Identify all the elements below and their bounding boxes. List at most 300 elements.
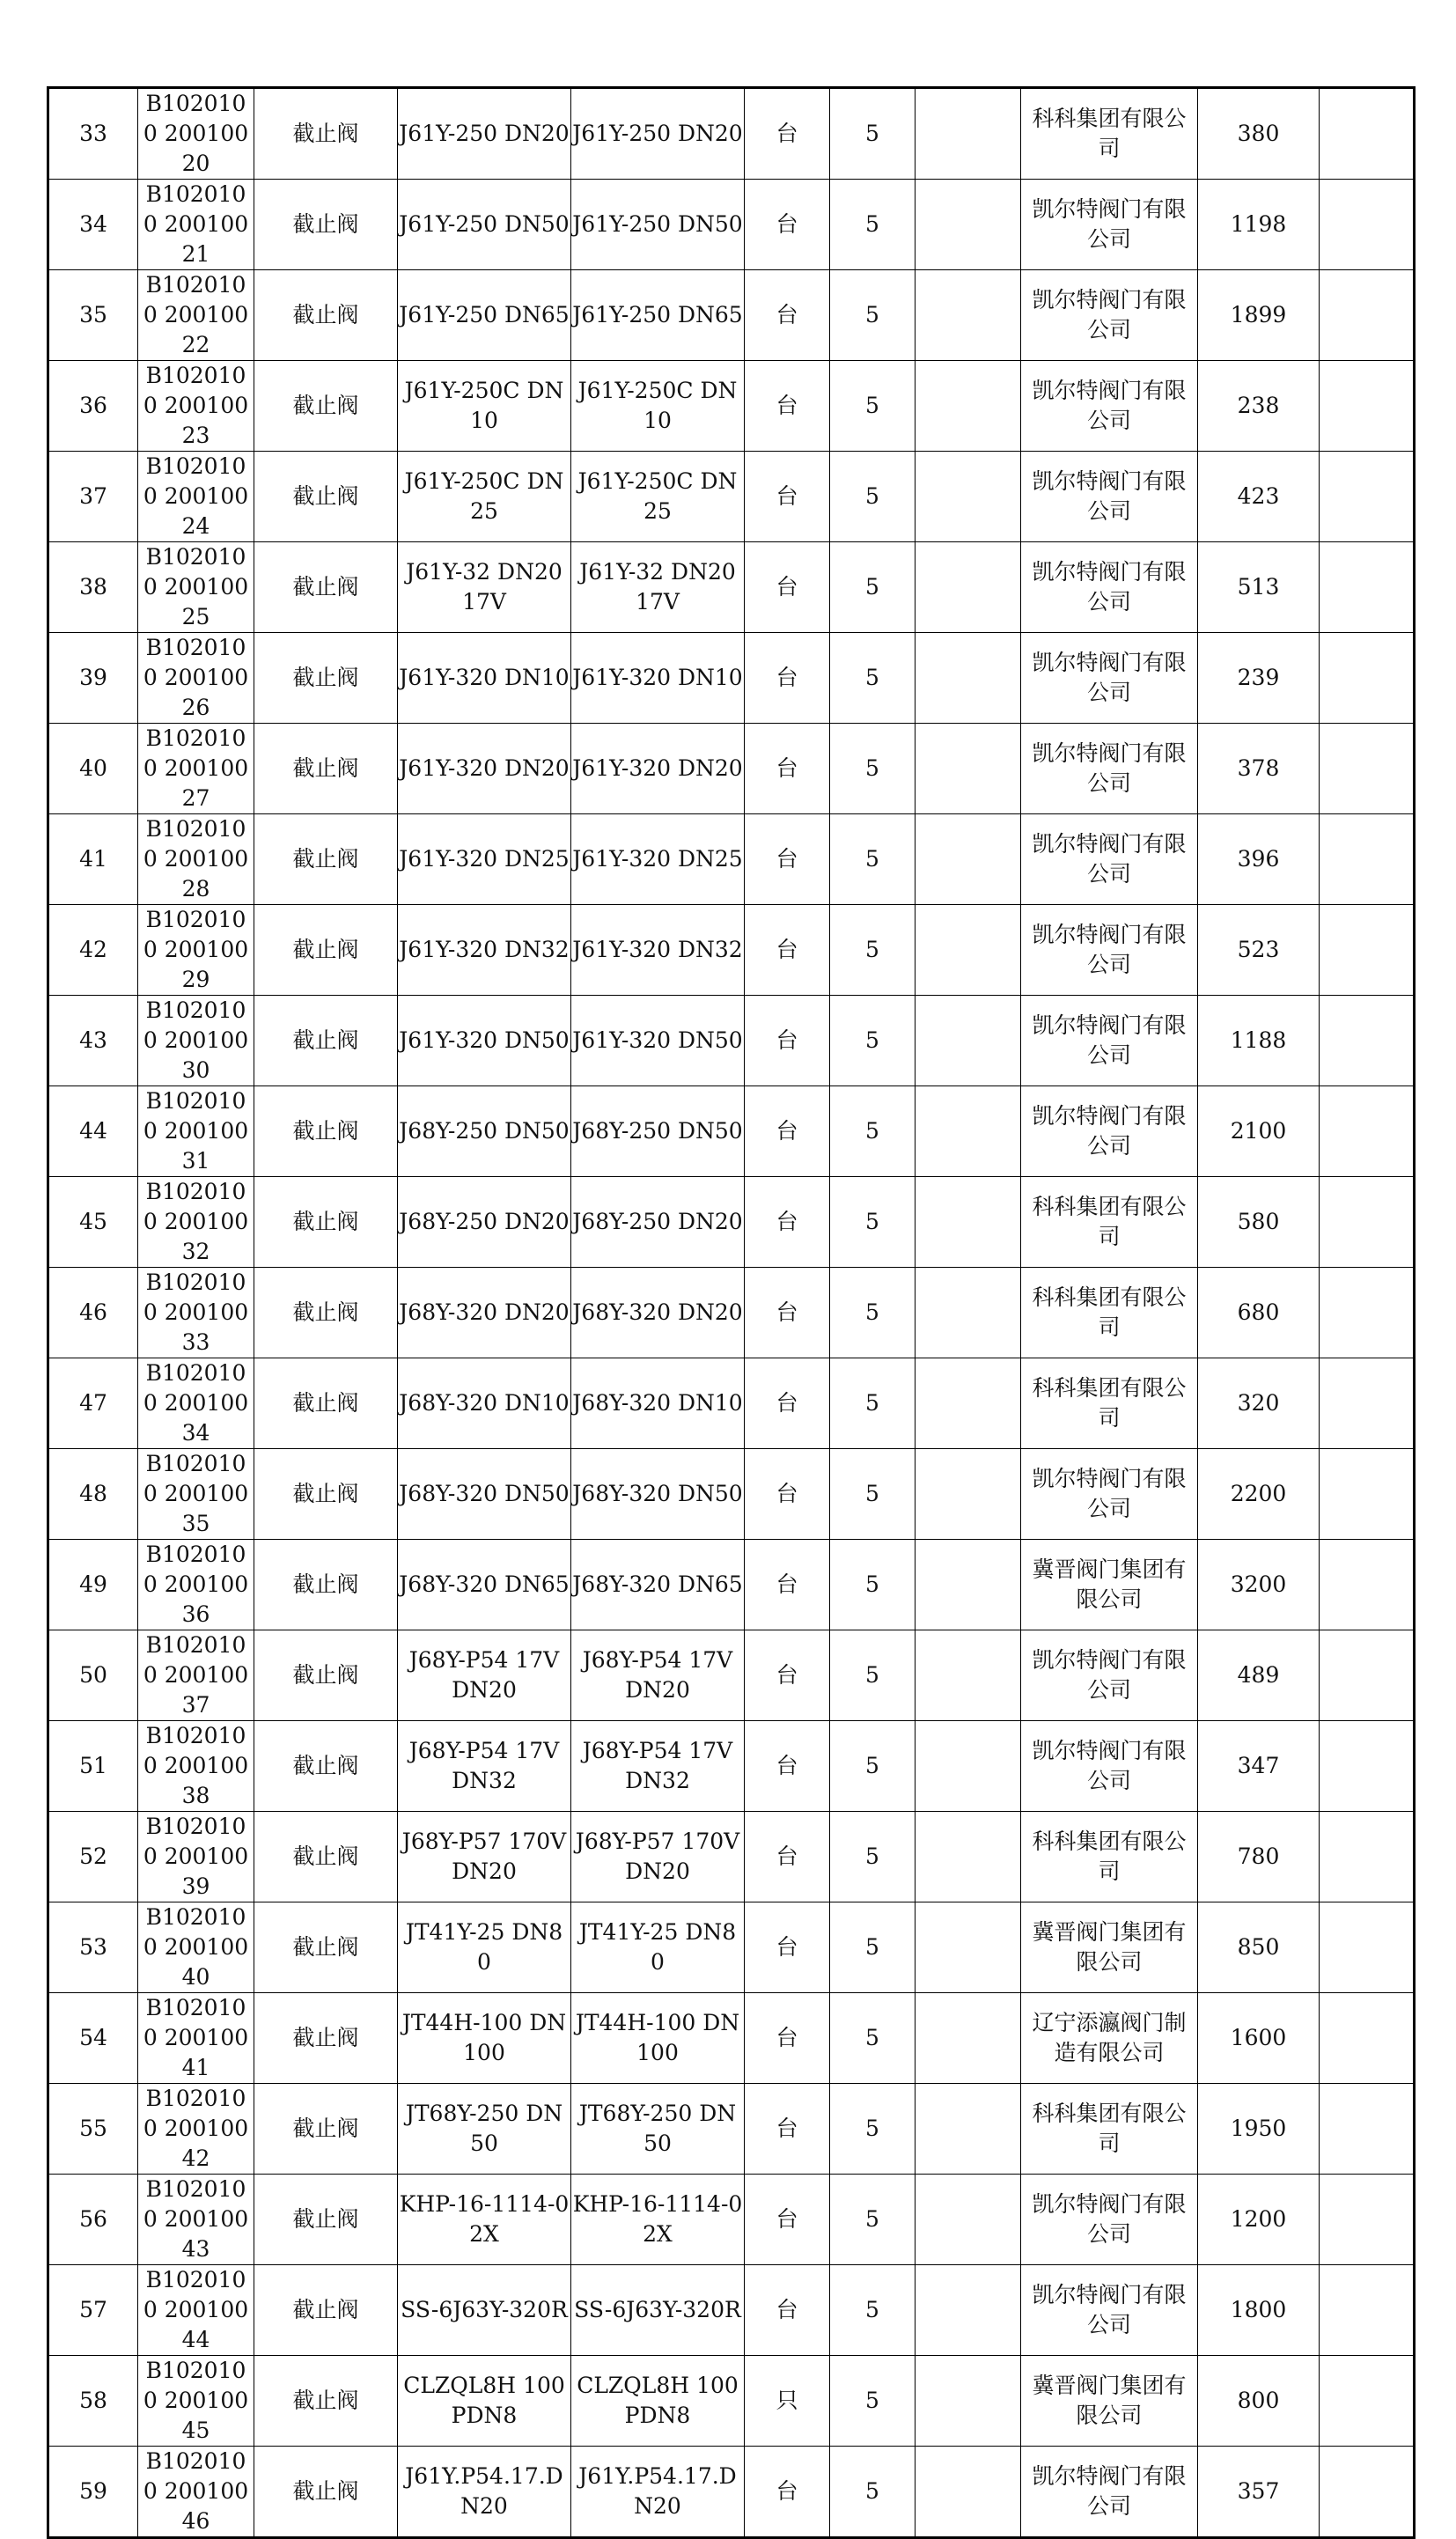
price-cell: 1600 — [1198, 1993, 1320, 2084]
remark-cell — [1320, 1721, 1415, 1812]
item-code-cell: B1020100 20010022 — [138, 270, 254, 361]
price-cell: 1200 — [1198, 2175, 1320, 2265]
row-number-cell: 43 — [48, 996, 138, 1086]
empty-cell — [916, 633, 1021, 724]
table-row — [48, 270, 1415, 361]
item-name-cell: 截止阀 — [254, 88, 398, 180]
item-code-cell: B1020100 20010021 — [138, 180, 254, 270]
table-row — [48, 2175, 1415, 2265]
item-code-cell: B1020100 20010043 — [138, 2175, 254, 2265]
empty-cell — [916, 996, 1021, 1086]
spec-cell: J61Y-250 DN20 — [571, 88, 745, 180]
remark-cell — [1320, 2356, 1415, 2447]
item-code-cell: B1020100 20010034 — [138, 1358, 254, 1449]
item-code-cell: B1020100 20010033 — [138, 1268, 254, 1358]
spec-cell: J68Y-320 DN65 — [571, 1540, 745, 1630]
quantity-cell: 5 — [830, 2447, 916, 2538]
item-code-cell: B1020100 20010037 — [138, 1630, 254, 1721]
price-cell: 423 — [1198, 452, 1320, 542]
supplier-cell: 凯尔特阀门有限公司 — [1021, 270, 1198, 361]
supplier-cell: 凯尔特阀门有限公司 — [1021, 1086, 1198, 1177]
spec-cell: J61Y-250 DN50 — [571, 180, 745, 270]
quantity-cell: 5 — [830, 1812, 916, 1902]
item-code-cell: B1020100 20010028 — [138, 814, 254, 905]
price-cell: 1188 — [1198, 996, 1320, 1086]
quantity-cell: 5 — [830, 1540, 916, 1630]
quantity-cell: 5 — [830, 270, 916, 361]
item-name-cell: 截止阀 — [254, 724, 398, 814]
table-row — [48, 2265, 1415, 2356]
remark-cell — [1320, 2265, 1415, 2356]
price-table — [47, 86, 1416, 2539]
price-cell: 513 — [1198, 542, 1320, 633]
item-name-cell: 截止阀 — [254, 1902, 398, 1993]
item-code-cell: B1020100 20010026 — [138, 633, 254, 724]
row-number-cell: 56 — [48, 2175, 138, 2265]
remark-cell — [1320, 270, 1415, 361]
model-cell: J61Y-250C DN25 — [398, 452, 571, 542]
quantity-cell: 5 — [830, 814, 916, 905]
item-code-cell: B1020100 20010020 — [138, 88, 254, 180]
item-name-cell: 截止阀 — [254, 542, 398, 633]
supplier-cell: 科科集团有限公司 — [1021, 88, 1198, 180]
quantity-cell: 5 — [830, 2084, 916, 2175]
spec-cell: JT44H-100 DN100 — [571, 1993, 745, 2084]
unit-cell: 台 — [745, 1630, 830, 1721]
price-cell: 3200 — [1198, 1540, 1320, 1630]
row-number-cell: 50 — [48, 1630, 138, 1721]
table-row — [48, 724, 1415, 814]
empty-cell — [916, 1812, 1021, 1902]
supplier-cell: 科科集团有限公司 — [1021, 2084, 1198, 2175]
remark-cell — [1320, 180, 1415, 270]
row-number-cell: 35 — [48, 270, 138, 361]
empty-cell — [916, 542, 1021, 633]
row-number-cell: 38 — [48, 542, 138, 633]
item-name-cell: 截止阀 — [254, 1177, 398, 1268]
unit-cell: 台 — [745, 270, 830, 361]
model-cell: J61Y-250C DN10 — [398, 361, 571, 452]
model-cell: J61Y-320 DN10 — [398, 633, 571, 724]
quantity-cell: 5 — [830, 180, 916, 270]
empty-cell — [916, 2084, 1021, 2175]
table-row — [48, 905, 1415, 996]
item-name-cell: 截止阀 — [254, 1449, 398, 1540]
unit-cell: 台 — [745, 1177, 830, 1268]
row-number-cell: 46 — [48, 1268, 138, 1358]
row-number-cell: 47 — [48, 1358, 138, 1449]
unit-cell: 台 — [745, 1449, 830, 1540]
item-code-cell: B1020100 20010041 — [138, 1993, 254, 2084]
supplier-cell: 冀晋阀门集团有限公司 — [1021, 2356, 1198, 2447]
model-cell: J68Y-250 DN20 — [398, 1177, 571, 1268]
price-cell: 320 — [1198, 1358, 1320, 1449]
spec-cell: J68Y-P54 17V DN20 — [571, 1630, 745, 1721]
spec-cell: J61Y-250 DN65 — [571, 270, 745, 361]
table-row — [48, 1630, 1415, 1721]
price-cell: 239 — [1198, 633, 1320, 724]
item-code-cell: B1020100 20010039 — [138, 1812, 254, 1902]
quantity-cell: 5 — [830, 542, 916, 633]
table-row — [48, 1449, 1415, 1540]
table-row — [48, 814, 1415, 905]
supplier-cell: 科科集团有限公司 — [1021, 1812, 1198, 1902]
price-cell: 2200 — [1198, 1449, 1320, 1540]
price-cell: 580 — [1198, 1177, 1320, 1268]
table-row — [48, 1721, 1415, 1812]
row-number-cell: 49 — [48, 1540, 138, 1630]
model-cell: J68Y-P54 17V DN32 — [398, 1721, 571, 1812]
remark-cell — [1320, 1449, 1415, 1540]
empty-cell — [916, 1177, 1021, 1268]
quantity-cell: 5 — [830, 452, 916, 542]
model-cell: J68Y-320 DN50 — [398, 1449, 571, 1540]
unit-cell: 台 — [745, 361, 830, 452]
model-cell: J61Y-32 DN20 17V — [398, 542, 571, 633]
model-cell: JT41Y-25 DN80 — [398, 1902, 571, 1993]
unit-cell: 台 — [745, 2175, 830, 2265]
supplier-cell: 凯尔特阀门有限公司 — [1021, 361, 1198, 452]
spec-cell: J68Y-250 DN20 — [571, 1177, 745, 1268]
model-cell: JT68Y-250 DN50 — [398, 2084, 571, 2175]
supplier-cell: 冀晋阀门集团有限公司 — [1021, 1902, 1198, 1993]
table-body — [48, 88, 1415, 2538]
item-name-cell: 截止阀 — [254, 1721, 398, 1812]
empty-cell — [916, 1721, 1021, 1812]
empty-cell — [916, 905, 1021, 996]
row-number-cell: 58 — [48, 2356, 138, 2447]
row-number-cell: 37 — [48, 452, 138, 542]
quantity-cell: 5 — [830, 724, 916, 814]
unit-cell: 台 — [745, 1721, 830, 1812]
table-row — [48, 542, 1415, 633]
empty-cell — [916, 1086, 1021, 1177]
item-code-cell: B1020100 20010035 — [138, 1449, 254, 1540]
item-name-cell: 截止阀 — [254, 2175, 398, 2265]
empty-cell — [916, 1902, 1021, 1993]
model-cell: J61Y-320 DN25 — [398, 814, 571, 905]
model-cell: J61Y.P54.17.DN20 — [398, 2447, 571, 2538]
model-cell: JT44H-100 DN100 — [398, 1993, 571, 2084]
price-cell: 238 — [1198, 361, 1320, 452]
item-code-cell: B1020100 20010044 — [138, 2265, 254, 2356]
row-number-cell: 44 — [48, 1086, 138, 1177]
unit-cell: 台 — [745, 452, 830, 542]
spec-cell: J61Y-320 DN25 — [571, 814, 745, 905]
model-cell: J61Y-320 DN20 — [398, 724, 571, 814]
item-name-cell: 截止阀 — [254, 1086, 398, 1177]
price-cell: 489 — [1198, 1630, 1320, 1721]
row-number-cell: 59 — [48, 2447, 138, 2538]
remark-cell — [1320, 1812, 1415, 1902]
unit-cell: 台 — [745, 724, 830, 814]
unit-cell: 台 — [745, 2447, 830, 2538]
price-cell: 347 — [1198, 1721, 1320, 1812]
price-cell: 680 — [1198, 1268, 1320, 1358]
spec-cell: CLZQL8H 100PDN8 — [571, 2356, 745, 2447]
remark-cell — [1320, 452, 1415, 542]
spec-cell: SS-6J63Y-320R — [571, 2265, 745, 2356]
model-cell: KHP-16-1114-02X — [398, 2175, 571, 2265]
model-cell: J68Y-P54 17V DN20 — [398, 1630, 571, 1721]
model-cell: J61Y-320 DN32 — [398, 905, 571, 996]
table-row — [48, 88, 1415, 180]
empty-cell — [916, 1358, 1021, 1449]
spec-cell: J68Y-320 DN20 — [571, 1268, 745, 1358]
unit-cell: 台 — [745, 1086, 830, 1177]
table-row — [48, 2084, 1415, 2175]
row-number-cell: 55 — [48, 2084, 138, 2175]
supplier-cell: 凯尔特阀门有限公司 — [1021, 2265, 1198, 2356]
spec-cell: JT41Y-25 DN80 — [571, 1902, 745, 1993]
empty-cell — [916, 1630, 1021, 1721]
quantity-cell: 5 — [830, 1449, 916, 1540]
quantity-cell: 5 — [830, 2175, 916, 2265]
row-number-cell: 51 — [48, 1721, 138, 1812]
empty-cell — [916, 1449, 1021, 1540]
spec-cell: J68Y-P57 170V DN20 — [571, 1812, 745, 1902]
empty-cell — [916, 2447, 1021, 2538]
item-code-cell: B1020100 20010023 — [138, 361, 254, 452]
supplier-cell: 凯尔特阀门有限公司 — [1021, 633, 1198, 724]
item-code-cell: B1020100 20010027 — [138, 724, 254, 814]
remark-cell — [1320, 1086, 1415, 1177]
table-row — [48, 452, 1415, 542]
empty-cell — [916, 361, 1021, 452]
table-row — [48, 2447, 1415, 2538]
remark-cell — [1320, 724, 1415, 814]
model-cell: J61Y-250 DN20 — [398, 88, 571, 180]
quantity-cell: 5 — [830, 1630, 916, 1721]
remark-cell — [1320, 1358, 1415, 1449]
remark-cell — [1320, 2084, 1415, 2175]
quantity-cell: 5 — [830, 1902, 916, 1993]
supplier-cell: 凯尔特阀门有限公司 — [1021, 2175, 1198, 2265]
unit-cell: 台 — [745, 1902, 830, 1993]
supplier-cell: 凯尔特阀门有限公司 — [1021, 1630, 1198, 1721]
row-number-cell: 52 — [48, 1812, 138, 1902]
model-cell: J68Y-P57 170V DN20 — [398, 1812, 571, 1902]
spec-cell: J61Y-320 DN20 — [571, 724, 745, 814]
item-code-cell: B1020100 20010030 — [138, 996, 254, 1086]
item-code-cell: B1020100 20010042 — [138, 2084, 254, 2175]
item-code-cell: B1020100 20010036 — [138, 1540, 254, 1630]
model-cell: J61Y-320 DN50 — [398, 996, 571, 1086]
spec-cell: J61Y-32 DN20 17V — [571, 542, 745, 633]
remark-cell — [1320, 905, 1415, 996]
item-code-cell: B1020100 20010025 — [138, 542, 254, 633]
supplier-cell: 凯尔特阀门有限公司 — [1021, 180, 1198, 270]
remark-cell — [1320, 996, 1415, 1086]
empty-cell — [916, 180, 1021, 270]
price-cell: 378 — [1198, 724, 1320, 814]
remark-cell — [1320, 633, 1415, 724]
row-number-cell: 34 — [48, 180, 138, 270]
item-name-cell: 截止阀 — [254, 1358, 398, 1449]
supplier-cell: 科科集团有限公司 — [1021, 1268, 1198, 1358]
price-cell: 1899 — [1198, 270, 1320, 361]
unit-cell: 台 — [745, 814, 830, 905]
table-row — [48, 1540, 1415, 1630]
item-name-cell: 截止阀 — [254, 1268, 398, 1358]
row-number-cell: 53 — [48, 1902, 138, 1993]
empty-cell — [916, 1540, 1021, 1630]
quantity-cell: 5 — [830, 1086, 916, 1177]
quantity-cell: 5 — [830, 1177, 916, 1268]
supplier-cell: 科科集团有限公司 — [1021, 1177, 1198, 1268]
table-row — [48, 1086, 1415, 1177]
quantity-cell: 5 — [830, 905, 916, 996]
spec-cell: J68Y-250 DN50 — [571, 1086, 745, 1177]
quantity-cell: 5 — [830, 361, 916, 452]
supplier-cell: 凯尔特阀门有限公司 — [1021, 2447, 1198, 2538]
unit-cell: 台 — [745, 1993, 830, 2084]
spec-cell: J61Y-320 DN32 — [571, 905, 745, 996]
supplier-cell: 凯尔特阀门有限公司 — [1021, 996, 1198, 1086]
table-row — [48, 1177, 1415, 1268]
price-cell: 1800 — [1198, 2265, 1320, 2356]
model-cell: J68Y-320 DN10 — [398, 1358, 571, 1449]
unit-cell: 只 — [745, 2356, 830, 2447]
remark-cell — [1320, 1540, 1415, 1630]
table-row — [48, 2356, 1415, 2447]
item-name-cell: 截止阀 — [254, 180, 398, 270]
remark-cell — [1320, 2175, 1415, 2265]
quantity-cell: 5 — [830, 88, 916, 180]
row-number-cell: 54 — [48, 1993, 138, 2084]
row-number-cell: 41 — [48, 814, 138, 905]
empty-cell — [916, 1993, 1021, 2084]
unit-cell: 台 — [745, 88, 830, 180]
spec-cell: J61Y-250C DN25 — [571, 452, 745, 542]
spec-cell: J68Y-320 DN50 — [571, 1449, 745, 1540]
item-name-cell: 截止阀 — [254, 2356, 398, 2447]
empty-cell — [916, 2265, 1021, 2356]
row-number-cell: 40 — [48, 724, 138, 814]
supplier-cell: 凯尔特阀门有限公司 — [1021, 452, 1198, 542]
model-cell: CLZQL8H 100PDN8 — [398, 2356, 571, 2447]
quantity-cell: 5 — [830, 633, 916, 724]
empty-cell — [916, 814, 1021, 905]
unit-cell: 台 — [745, 1358, 830, 1449]
price-cell: 1198 — [1198, 180, 1320, 270]
price-cell: 357 — [1198, 2447, 1320, 2538]
item-name-cell: 截止阀 — [254, 2265, 398, 2356]
price-cell: 1950 — [1198, 2084, 1320, 2175]
unit-cell: 台 — [745, 2084, 830, 2175]
quantity-cell: 5 — [830, 1993, 916, 2084]
remark-cell — [1320, 361, 1415, 452]
spec-cell: J61Y-250C DN10 — [571, 361, 745, 452]
unit-cell: 台 — [745, 1268, 830, 1358]
empty-cell — [916, 2356, 1021, 2447]
row-number-cell: 36 — [48, 361, 138, 452]
item-code-cell: B1020100 20010031 — [138, 1086, 254, 1177]
item-name-cell: 截止阀 — [254, 1540, 398, 1630]
unit-cell: 台 — [745, 542, 830, 633]
model-cell: J68Y-250 DN50 — [398, 1086, 571, 1177]
empty-cell — [916, 270, 1021, 361]
item-code-cell: B1020100 20010032 — [138, 1177, 254, 1268]
empty-cell — [916, 452, 1021, 542]
table-row — [48, 1268, 1415, 1358]
item-name-cell: 截止阀 — [254, 1993, 398, 2084]
unit-cell: 台 — [745, 905, 830, 996]
item-name-cell: 截止阀 — [254, 1812, 398, 1902]
row-number-cell: 42 — [48, 905, 138, 996]
quantity-cell: 5 — [830, 2265, 916, 2356]
item-name-cell: 截止阀 — [254, 905, 398, 996]
unit-cell: 台 — [745, 2265, 830, 2356]
supplier-cell: 凯尔特阀门有限公司 — [1021, 905, 1198, 996]
table-row — [48, 180, 1415, 270]
item-name-cell: 截止阀 — [254, 1630, 398, 1721]
row-number-cell: 48 — [48, 1449, 138, 1540]
item-code-cell: B1020100 20010024 — [138, 452, 254, 542]
unit-cell: 台 — [745, 180, 830, 270]
price-cell: 850 — [1198, 1902, 1320, 1993]
table-row — [48, 1358, 1415, 1449]
unit-cell: 台 — [745, 633, 830, 724]
item-name-cell: 截止阀 — [254, 361, 398, 452]
item-name-cell: 截止阀 — [254, 452, 398, 542]
item-name-cell: 截止阀 — [254, 996, 398, 1086]
empty-cell — [916, 724, 1021, 814]
remark-cell — [1320, 1902, 1415, 1993]
empty-cell — [916, 1268, 1021, 1358]
model-cell: J61Y-250 DN65 — [398, 270, 571, 361]
table-row — [48, 996, 1415, 1086]
spec-cell: J61Y-320 DN10 — [571, 633, 745, 724]
empty-cell — [916, 2175, 1021, 2265]
row-number-cell: 57 — [48, 2265, 138, 2356]
quantity-cell: 5 — [830, 2356, 916, 2447]
supplier-cell: 凯尔特阀门有限公司 — [1021, 814, 1198, 905]
supplier-cell: 科科集团有限公司 — [1021, 1358, 1198, 1449]
row-number-cell: 45 — [48, 1177, 138, 1268]
price-cell: 800 — [1198, 2356, 1320, 2447]
spec-cell: J68Y-P54 17V DN32 — [571, 1721, 745, 1812]
supplier-cell: 凯尔特阀门有限公司 — [1021, 1721, 1198, 1812]
supplier-cell: 凯尔特阀门有限公司 — [1021, 542, 1198, 633]
table-row — [48, 1902, 1415, 1993]
price-cell: 2100 — [1198, 1086, 1320, 1177]
price-cell: 380 — [1198, 88, 1320, 180]
item-name-cell: 截止阀 — [254, 270, 398, 361]
remark-cell — [1320, 1993, 1415, 2084]
row-number-cell: 39 — [48, 633, 138, 724]
supplier-cell: 冀晋阀门集团有限公司 — [1021, 1540, 1198, 1630]
unit-cell: 台 — [745, 996, 830, 1086]
unit-cell: 台 — [745, 1540, 830, 1630]
quantity-cell: 5 — [830, 1358, 916, 1449]
model-cell: J68Y-320 DN65 — [398, 1540, 571, 1630]
spec-cell: KHP-16-1114-02X — [571, 2175, 745, 2265]
supplier-cell: 凯尔特阀门有限公司 — [1021, 724, 1198, 814]
item-code-cell: B1020100 20010038 — [138, 1721, 254, 1812]
item-code-cell: B1020100 20010045 — [138, 2356, 254, 2447]
table-row — [48, 361, 1415, 452]
remark-cell — [1320, 542, 1415, 633]
quantity-cell: 5 — [830, 996, 916, 1086]
unit-cell: 台 — [745, 1812, 830, 1902]
item-name-cell: 截止阀 — [254, 2084, 398, 2175]
supplier-cell: 凯尔特阀门有限公司 — [1021, 1449, 1198, 1540]
row-number-cell: 33 — [48, 88, 138, 180]
table-row — [48, 633, 1415, 724]
price-cell: 780 — [1198, 1812, 1320, 1902]
remark-cell — [1320, 1630, 1415, 1721]
